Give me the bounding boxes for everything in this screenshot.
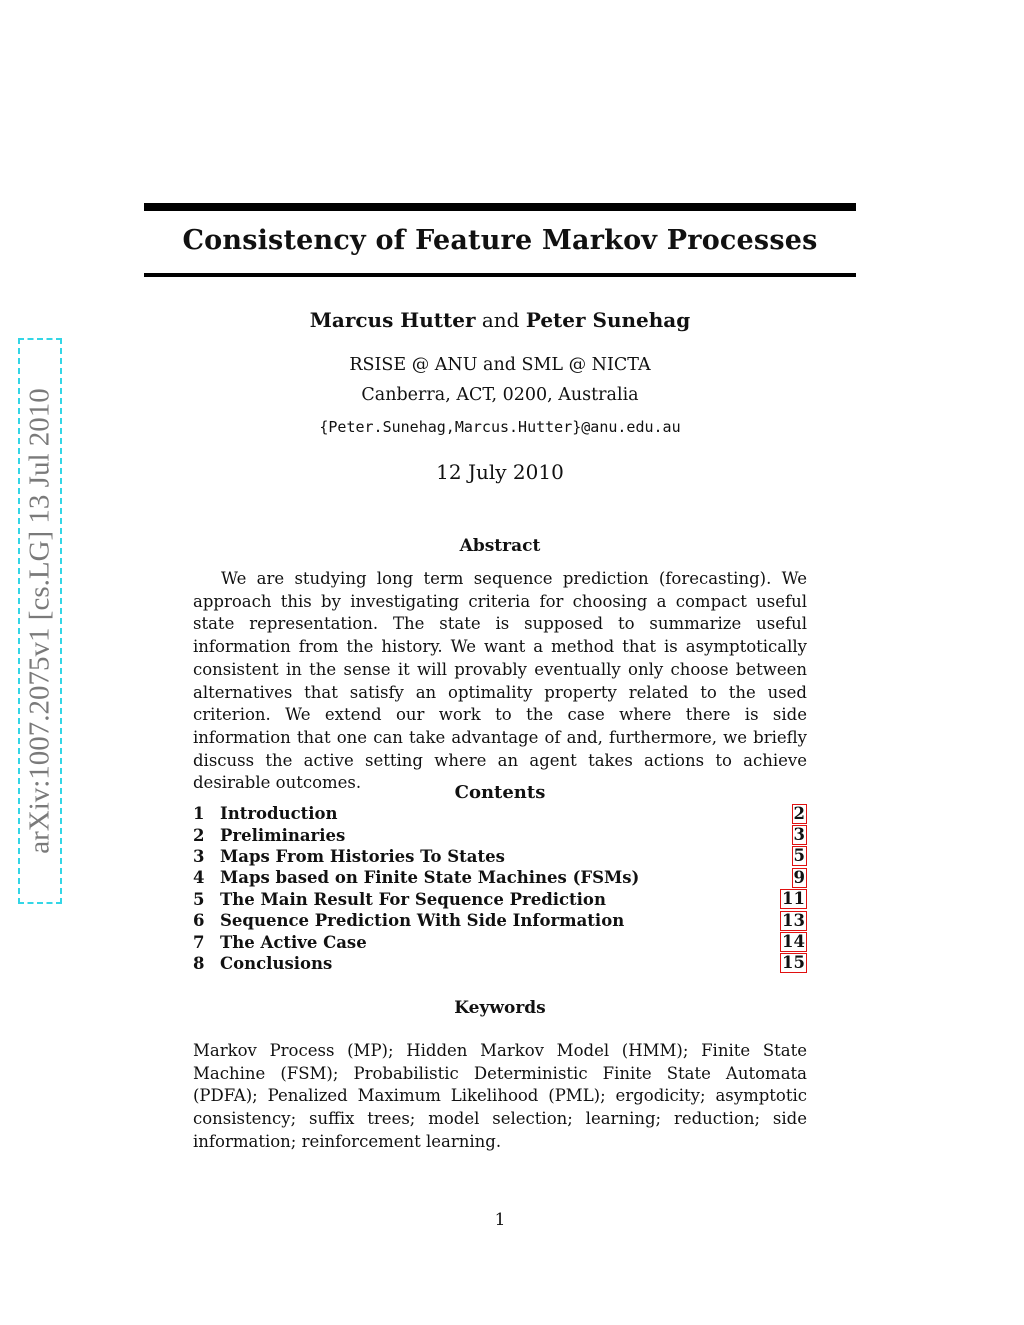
toc-title: Introduction [220, 804, 338, 824]
page-number: 1 [494, 1210, 506, 1230]
toc-entry[interactable] [193, 867, 807, 888]
toc-title: Sequence Prediction With Side Information [220, 911, 625, 931]
keywords-text: Markov Process (MP); Hidden Markov Model (HMM); Finite State Machine (FSM); Probabilistic Deterministic Finite State Automata (PDFA); Penalized Maximum Likelihood (PML); ergodicity; asymptotic consistency; suffix trees; model selection; learning; reduction; side information; reinforcement learning. [193, 1041, 807, 1151]
toc-page-link[interactable]: 2 [793, 803, 805, 823]
toc-title: The Active Case [220, 932, 367, 952]
toc-page-link[interactable]: 9 [793, 867, 805, 887]
toc-number: 3 [193, 846, 205, 866]
toc-page-link[interactable]: 13 [782, 910, 805, 930]
toc-title: The Main Result For Sequence Prediction [220, 889, 606, 909]
abstract-body [193, 568, 807, 795]
toc-title: Conclusions [220, 953, 333, 973]
toc-entry[interactable] [193, 846, 807, 867]
toc-page-link[interactable]: 14 [782, 932, 805, 952]
toc-number: 2 [193, 825, 205, 845]
contents-heading: Contents [454, 782, 546, 803]
table-of-contents [193, 803, 807, 974]
toc-page-link[interactable]: 5 [793, 846, 805, 866]
toc-number: 1 [193, 804, 205, 824]
toc-entry[interactable] [193, 910, 807, 931]
arxiv-stamp[interactable] [18, 338, 62, 904]
toc-page-link[interactable]: 11 [782, 889, 805, 909]
authors-line [144, 308, 856, 332]
toc-number: 5 [193, 889, 205, 909]
title-rule-top [144, 203, 856, 211]
toc-number: 4 [193, 868, 205, 888]
arxiv-stamp-text: arXiv:1007.2075v1 [cs.LG] 13 Jul 2010 [23, 388, 56, 854]
toc-entry[interactable] [193, 803, 807, 824]
author-second: Peter Sunehag [525, 308, 691, 332]
paper-date: 12 July 2010 [436, 460, 564, 484]
toc-number: 8 [193, 953, 205, 973]
toc-title: Maps based on Finite State Machines (FSMs) [220, 868, 640, 888]
author-emails: {Peter.Sunehag,Marcus.Hutter}@anu.edu.au [319, 418, 681, 436]
abstract-heading: Abstract [459, 536, 541, 556]
toc-number: 7 [193, 932, 205, 952]
toc-entry[interactable] [193, 953, 807, 974]
keywords-heading: Keywords [454, 998, 546, 1018]
toc-page-link[interactable]: 15 [782, 953, 805, 973]
affiliation-line-1: RSISE @ ANU and SML @ NICTA [349, 355, 651, 375]
toc-page-link[interactable]: 3 [793, 825, 805, 845]
toc-number: 6 [193, 911, 205, 931]
toc-entry[interactable] [193, 824, 807, 845]
author-first: Marcus Hutter [309, 308, 476, 332]
toc-title: Maps From Histories To States [220, 846, 505, 866]
affiliation-line-2: Canberra, ACT, 0200, Australia [361, 385, 639, 405]
abstract-text: We are studying long term sequence prediction (forecasting). We approach this by investigating criteria for choosing a compact useful state representation. The state is supposed to summarize useful information from the history. We want a method that is asymptotically consistent in the sense it will provably eventually only choose between alternatives that satisfy an optimality property related to the used criterion. We extend our work to the case where there is side information that one can take advantage of and, furthermore, we briefly discuss the active setting where an agent takes actions to achieve desirable outcomes. [193, 569, 807, 793]
authors-and: and [481, 308, 520, 332]
toc-entry[interactable] [193, 931, 807, 952]
paper-title: Consistency of Feature Markov Processes [182, 225, 818, 256]
title-rule-bottom [144, 273, 856, 277]
toc-entry[interactable] [193, 889, 807, 910]
toc-title: Preliminaries [220, 825, 346, 845]
